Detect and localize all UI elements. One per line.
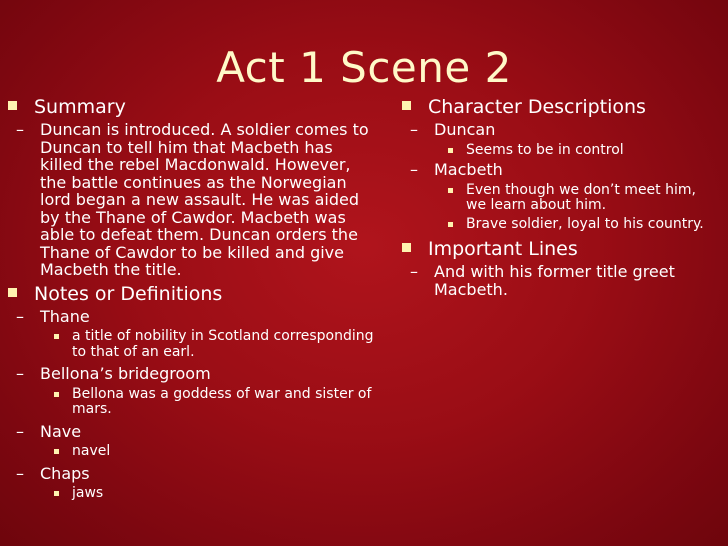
character-name-text: Macbeth <box>434 160 503 179</box>
square-bullet-icon <box>402 243 411 252</box>
summary-text: Duncan is introduced. A soldier comes to Duncan to tell him that Macbeth has killed the rebel Macdonwald. However, the battle continues as the Norwegian lord began a new assault. He was aided by the Thane of Cawdor. Macbeth was able to defeat them. Duncan orders the Thane of Cawdor to be killed and give Macbeth the title. <box>40 120 369 279</box>
small-square-bullet-icon <box>54 392 59 397</box>
small-square-bullet-icon <box>448 188 453 193</box>
note-term-text: Thane <box>40 306 90 326</box>
character-point-text: Brave soldier, loyal to his country. <box>466 215 704 232</box>
important-line-text: And with his former title greet Macbeth. <box>434 262 675 299</box>
small-square-bullet-icon <box>54 449 59 454</box>
summary-heading: Summary <box>34 96 126 118</box>
note-term <box>8 465 380 483</box>
notes-section <box>8 283 380 305</box>
characters-section <box>402 96 720 118</box>
dash-bullet-icon: – <box>16 364 24 383</box>
dash-bullet-icon: – <box>16 120 24 139</box>
note-term <box>8 365 380 383</box>
dash-bullet-icon: – <box>16 421 24 441</box>
slide-title: Act 1 Scene 2 <box>216 43 512 92</box>
note-definition <box>40 387 380 418</box>
square-bullet-icon <box>8 101 17 110</box>
character-point-text: Even though we don’t meet him, we learn about him. <box>466 181 696 213</box>
small-square-bullet-icon <box>54 334 59 339</box>
note-definition-text: Bellona was a goddess of war and sister of mars. <box>72 385 372 417</box>
note-definition <box>40 444 380 460</box>
left-column <box>8 96 380 502</box>
dash-bullet-icon: – <box>16 306 24 326</box>
small-square-bullet-icon <box>448 222 453 227</box>
character-name-text: Duncan <box>434 120 496 139</box>
important-lines-section <box>402 238 720 260</box>
note-definition <box>40 329 380 360</box>
character-point <box>434 217 720 233</box>
note-term-text: Chaps <box>40 463 90 483</box>
important-lines-heading: Important Lines <box>428 238 578 260</box>
note-term <box>8 423 380 441</box>
important-line <box>402 263 720 298</box>
dash-bullet-icon: – <box>410 262 418 281</box>
small-square-bullet-icon <box>448 148 453 153</box>
summary-section <box>8 96 380 118</box>
character-point <box>434 183 720 214</box>
summary-text-item <box>8 121 380 279</box>
note-definition-text: navel <box>72 443 111 459</box>
note-term-text: Nave <box>40 421 82 441</box>
note-definition-text: a title of nobility in Scotland corresponding to that of an earl. <box>72 328 374 360</box>
dash-bullet-icon: – <box>410 160 418 179</box>
characters-heading: Character Descriptions <box>428 96 646 118</box>
note-term-text: Bellona’s bridegroom <box>40 364 211 383</box>
dash-bullet-icon: – <box>410 120 418 139</box>
note-term <box>8 308 380 326</box>
character-name <box>402 161 720 179</box>
character-point-text: Seems to be in control <box>466 141 624 158</box>
notes-heading: Notes or Definitions <box>34 282 223 305</box>
dash-bullet-icon: – <box>16 463 24 483</box>
character-name <box>402 121 720 139</box>
note-definition <box>40 486 380 502</box>
small-square-bullet-icon <box>54 491 59 496</box>
square-bullet-icon <box>8 288 17 297</box>
right-column <box>402 96 720 298</box>
square-bullet-icon <box>402 101 411 110</box>
character-point <box>434 143 720 159</box>
note-definition-text: jaws <box>72 485 104 501</box>
